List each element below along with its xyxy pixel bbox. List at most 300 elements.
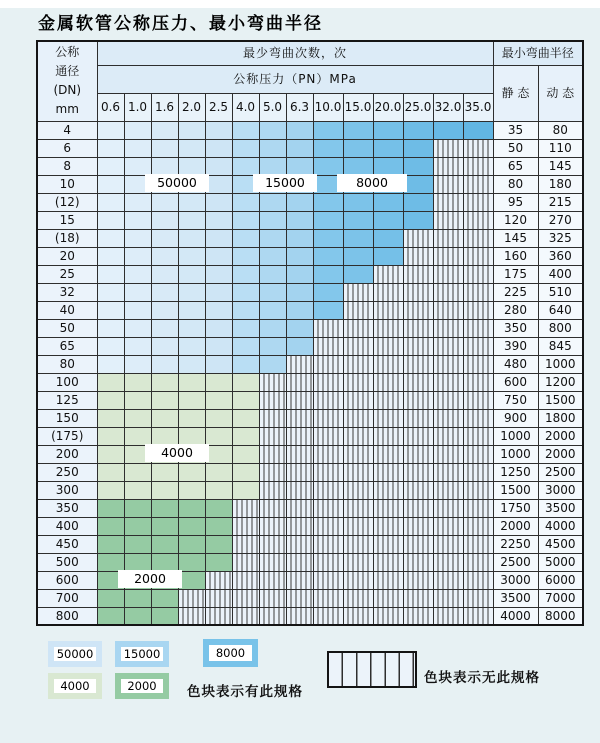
no-spec-cell xyxy=(343,301,373,319)
spec-available-cell xyxy=(205,409,232,427)
spec-available-cell xyxy=(151,409,178,427)
no-spec-cell xyxy=(232,535,259,553)
dynamic-radius-cell: 1800 xyxy=(538,409,583,427)
static-radius-cell: 80 xyxy=(493,175,538,193)
spec-available-cell xyxy=(205,157,232,175)
spec-available-cell xyxy=(124,283,151,301)
spec-available-cell xyxy=(178,139,205,157)
spec-available-cell xyxy=(124,265,151,283)
no-spec-cell xyxy=(259,427,286,445)
no-spec-cell xyxy=(373,391,403,409)
spec-available-cell xyxy=(178,499,205,517)
spec-available-cell xyxy=(343,247,373,265)
spec-available-cell xyxy=(151,301,178,319)
pn-value-4.0: 4.0 xyxy=(232,93,259,121)
legend-label-50000: 50000 xyxy=(56,647,94,661)
spec-available-cell xyxy=(343,229,373,247)
no-spec-cell xyxy=(313,481,343,499)
legend-swatch-4000 xyxy=(48,673,102,699)
dynamic-radius-cell: 5000 xyxy=(538,553,583,571)
spec-available-cell xyxy=(259,247,286,265)
pressure-bend-radius-table xyxy=(36,40,584,626)
no-spec-cell xyxy=(313,535,343,553)
no-spec-cell xyxy=(343,535,373,553)
spec-available-cell xyxy=(151,193,178,211)
no-spec-cell xyxy=(373,283,403,301)
no-spec-cell xyxy=(463,157,493,175)
spec-available-cell xyxy=(178,391,205,409)
spec-available-cell xyxy=(232,463,259,481)
spec-available-cell xyxy=(205,535,232,553)
no-spec-cell xyxy=(232,517,259,535)
no-spec-cell xyxy=(433,175,463,193)
spec-available-cell xyxy=(286,229,313,247)
spec-available-cell xyxy=(232,373,259,391)
spec-available-cell xyxy=(124,337,151,355)
no-spec-cell xyxy=(343,409,373,427)
spec-available-cell xyxy=(178,463,205,481)
dn-cell: 200 xyxy=(37,445,97,463)
no-spec-cell xyxy=(343,463,373,481)
no-spec-cell xyxy=(373,373,403,391)
legend-note-has-spec: 色块表示有此规格 xyxy=(187,684,303,700)
no-spec-cell xyxy=(433,517,463,535)
spec-available-cell xyxy=(124,517,151,535)
spec-available-cell xyxy=(205,427,232,445)
no-spec-cell xyxy=(373,589,403,607)
no-spec-cell xyxy=(463,193,493,211)
spec-available-cell xyxy=(97,283,124,301)
spec-available-cell xyxy=(205,553,232,571)
table-row-dn-350 xyxy=(37,499,583,517)
no-spec-cell xyxy=(313,499,343,517)
spec-available-cell xyxy=(151,247,178,265)
spec-available-cell xyxy=(97,175,124,193)
no-spec-cell xyxy=(433,301,463,319)
static-radius-cell: 750 xyxy=(493,391,538,409)
no-spec-cell xyxy=(286,535,313,553)
spec-table-container xyxy=(36,40,584,626)
spec-available-cell xyxy=(205,373,232,391)
no-spec-cell xyxy=(343,517,373,535)
spec-available-cell xyxy=(151,427,178,445)
no-spec-cell xyxy=(433,607,463,625)
spec-available-cell xyxy=(403,175,433,193)
spec-available-cell xyxy=(205,121,232,139)
no-spec-cell xyxy=(259,571,286,589)
no-spec-cell xyxy=(403,517,433,535)
cycle-count-label-2000: 2000 xyxy=(118,570,182,588)
spec-available-cell xyxy=(151,229,178,247)
table-row-dn-4 xyxy=(37,121,583,139)
no-spec-cell xyxy=(286,589,313,607)
spec-available-cell xyxy=(463,121,493,139)
no-spec-cell xyxy=(463,517,493,535)
dynamic-radius-cell: 1000 xyxy=(538,355,583,373)
spec-available-cell xyxy=(313,157,343,175)
dn-cell: 50 xyxy=(37,319,97,337)
no-spec-cell xyxy=(313,571,343,589)
no-spec-cell xyxy=(373,571,403,589)
no-spec-cell xyxy=(373,265,403,283)
spec-available-cell xyxy=(124,499,151,517)
spec-available-cell xyxy=(178,373,205,391)
spec-available-cell xyxy=(205,247,232,265)
spec-available-cell xyxy=(205,229,232,247)
spec-available-cell xyxy=(97,427,124,445)
no-spec-cell xyxy=(463,571,493,589)
spec-available-cell xyxy=(97,211,124,229)
dynamic-radius-cell: 3000 xyxy=(538,481,583,499)
spec-available-cell xyxy=(178,229,205,247)
no-spec-cell xyxy=(463,229,493,247)
no-spec-cell xyxy=(463,301,493,319)
legend-swatch-2000 xyxy=(115,673,169,699)
no-spec-cell xyxy=(313,355,343,373)
spec-available-cell xyxy=(124,589,151,607)
spec-available-cell xyxy=(124,607,151,625)
no-spec-cell xyxy=(373,319,403,337)
spec-available-cell xyxy=(232,337,259,355)
spec-available-cell xyxy=(97,481,124,499)
no-spec-cell xyxy=(433,139,463,157)
spec-available-cell xyxy=(259,283,286,301)
spec-available-cell xyxy=(373,229,403,247)
static-radius-cell: 3500 xyxy=(493,589,538,607)
no-spec-cell xyxy=(286,463,313,481)
no-spec-cell xyxy=(343,499,373,517)
dn-cell: 65 xyxy=(37,337,97,355)
spec-available-cell xyxy=(124,121,151,139)
no-spec-cell xyxy=(373,607,403,625)
no-spec-cell xyxy=(433,391,463,409)
dynamic-radius-cell: 110 xyxy=(538,139,583,157)
spec-available-cell xyxy=(151,319,178,337)
no-spec-cell xyxy=(463,391,493,409)
spec-available-cell xyxy=(97,139,124,157)
spec-available-cell xyxy=(373,247,403,265)
dynamic-radius-cell: 180 xyxy=(538,175,583,193)
no-spec-cell xyxy=(403,265,433,283)
no-spec-cell xyxy=(433,337,463,355)
no-spec-cell xyxy=(259,373,286,391)
spec-available-cell xyxy=(97,445,124,463)
spec-available-cell xyxy=(151,265,178,283)
table-row-dn-50 xyxy=(37,319,583,337)
static-radius-cell: 1500 xyxy=(493,481,538,499)
spec-available-cell xyxy=(286,121,313,139)
spec-available-cell xyxy=(97,391,124,409)
spec-available-cell xyxy=(151,211,178,229)
no-spec-cell xyxy=(433,535,463,553)
spec-available-cell xyxy=(343,193,373,211)
spec-available-cell xyxy=(205,355,232,373)
table-row-dn-800 xyxy=(37,607,583,625)
spec-available-cell xyxy=(403,193,433,211)
no-spec-cell xyxy=(463,589,493,607)
spec-available-cell xyxy=(205,283,232,301)
spec-available-cell xyxy=(259,265,286,283)
no-spec-cell xyxy=(286,427,313,445)
legend-note-no-spec: 色块表示无此规格 xyxy=(424,670,540,686)
dynamic-radius-cell: 270 xyxy=(538,211,583,229)
no-spec-cell xyxy=(343,391,373,409)
static-radius-cell: 3000 xyxy=(493,571,538,589)
dn-cell: 100 xyxy=(37,373,97,391)
static-radius-cell: 50 xyxy=(493,139,538,157)
spec-available-cell xyxy=(97,355,124,373)
spec-available-cell xyxy=(151,121,178,139)
spec-available-cell xyxy=(97,499,124,517)
no-spec-cell xyxy=(373,535,403,553)
no-spec-cell xyxy=(403,247,433,265)
no-spec-cell xyxy=(463,283,493,301)
static-radius-cell: 2000 xyxy=(493,517,538,535)
spec-available-cell xyxy=(151,283,178,301)
spec-available-cell xyxy=(232,157,259,175)
spec-available-cell xyxy=(178,193,205,211)
spec-available-cell xyxy=(433,121,463,139)
spec-available-cell xyxy=(124,139,151,157)
dn-cell: 600 xyxy=(37,571,97,589)
dynamic-radius-cell: 1200 xyxy=(538,373,583,391)
spec-available-cell xyxy=(97,193,124,211)
no-spec-cell xyxy=(259,553,286,571)
static-radius-cell: 225 xyxy=(493,283,538,301)
static-radius-cell: 1750 xyxy=(493,499,538,517)
spec-available-cell xyxy=(124,535,151,553)
spec-available-cell xyxy=(205,463,232,481)
spec-available-cell xyxy=(343,139,373,157)
no-spec-cell xyxy=(433,445,463,463)
no-spec-cell xyxy=(313,319,343,337)
pn-value-2.0: 2.0 xyxy=(178,93,205,121)
spec-available-cell xyxy=(373,139,403,157)
dynamic-radius-cell: 80 xyxy=(538,121,583,139)
spec-available-cell xyxy=(343,121,373,139)
static-radius-cell: 145 xyxy=(493,229,538,247)
spec-available-cell xyxy=(259,193,286,211)
static-column-header: 静 态 xyxy=(493,65,538,121)
spec-available-cell xyxy=(178,571,205,589)
page-title: 金属软管公称压力、最小弯曲半径 xyxy=(38,14,323,34)
no-spec-cell xyxy=(463,535,493,553)
spec-available-cell xyxy=(178,481,205,499)
spec-available-cell xyxy=(205,265,232,283)
no-spec-cell xyxy=(313,373,343,391)
spec-available-cell xyxy=(124,391,151,409)
spec-available-cell xyxy=(232,427,259,445)
table-row-dn-200 xyxy=(37,445,583,463)
spec-available-cell xyxy=(151,463,178,481)
spec-available-cell xyxy=(259,157,286,175)
table-row-dn-300 xyxy=(37,481,583,499)
dn-cell: 4 xyxy=(37,121,97,139)
dynamic-radius-cell: 8000 xyxy=(538,607,583,625)
dynamic-column-header: 动 态 xyxy=(538,65,583,121)
dn-cell: 350 xyxy=(37,499,97,517)
dn-cell: 8 xyxy=(37,157,97,175)
spec-available-cell xyxy=(178,283,205,301)
no-spec-cell xyxy=(433,193,463,211)
no-spec-cell xyxy=(373,481,403,499)
no-spec-cell xyxy=(373,301,403,319)
spec-available-cell xyxy=(373,211,403,229)
static-radius-cell: 600 xyxy=(493,373,538,391)
no-spec-cell xyxy=(313,517,343,535)
dynamic-radius-cell: 3500 xyxy=(538,499,583,517)
page-top-margin xyxy=(0,0,600,8)
spec-available-cell xyxy=(151,337,178,355)
spec-available-cell xyxy=(97,373,124,391)
table-row-dn-8 xyxy=(37,157,583,175)
dn-cell: (175) xyxy=(37,427,97,445)
spec-available-cell xyxy=(178,319,205,337)
spec-available-cell xyxy=(232,229,259,247)
dn-cell: 700 xyxy=(37,589,97,607)
spec-available-cell xyxy=(205,319,232,337)
no-spec-cell xyxy=(403,481,433,499)
pn-value-6.3: 6.3 xyxy=(286,93,313,121)
corner-header-dn xyxy=(37,41,97,121)
no-spec-cell xyxy=(313,337,343,355)
no-spec-cell xyxy=(463,265,493,283)
no-spec-cell xyxy=(403,283,433,301)
legend-hatch-swatch xyxy=(327,651,417,688)
spec-available-cell xyxy=(124,301,151,319)
pn-value-1.6: 1.6 xyxy=(151,93,178,121)
table-row-dn-40 xyxy=(37,301,583,319)
no-spec-cell xyxy=(178,589,205,607)
spec-available-cell xyxy=(151,157,178,175)
spec-available-cell xyxy=(373,121,403,139)
no-spec-cell xyxy=(433,211,463,229)
spec-available-cell xyxy=(178,517,205,535)
spec-available-cell xyxy=(232,301,259,319)
spec-available-cell xyxy=(286,157,313,175)
legend-label-4000: 4000 xyxy=(60,679,90,693)
spec-available-cell xyxy=(97,319,124,337)
spec-available-cell xyxy=(343,265,373,283)
static-radius-cell: 1000 xyxy=(493,427,538,445)
legend-label-2000: 2000 xyxy=(127,679,157,693)
spec-available-cell xyxy=(205,337,232,355)
spec-available-cell xyxy=(97,535,124,553)
spec-available-cell xyxy=(313,229,343,247)
no-spec-cell xyxy=(343,445,373,463)
no-spec-cell xyxy=(463,607,493,625)
no-spec-cell xyxy=(205,589,232,607)
dynamic-radius-cell: 4500 xyxy=(538,535,583,553)
spec-available-cell xyxy=(259,121,286,139)
no-spec-cell xyxy=(403,571,433,589)
corner-line-4: mm xyxy=(55,102,79,117)
spec-available-cell xyxy=(286,301,313,319)
no-spec-cell xyxy=(463,211,493,229)
dynamic-radius-cell: 6000 xyxy=(538,571,583,589)
no-spec-cell xyxy=(433,283,463,301)
no-spec-cell xyxy=(403,427,433,445)
no-spec-cell xyxy=(463,553,493,571)
spec-available-cell xyxy=(151,355,178,373)
no-spec-cell xyxy=(433,229,463,247)
table-row-dn-700 xyxy=(37,589,583,607)
cycle-count-label-50000: 50000 xyxy=(145,174,209,192)
static-radius-cell: 280 xyxy=(493,301,538,319)
spec-available-cell xyxy=(373,193,403,211)
table-row-dn-500 xyxy=(37,553,583,571)
spec-available-cell xyxy=(259,301,286,319)
static-radius-cell: 2500 xyxy=(493,553,538,571)
spec-available-cell xyxy=(205,499,232,517)
spec-available-cell xyxy=(97,517,124,535)
spec-available-cell xyxy=(97,337,124,355)
dynamic-radius-cell: 1500 xyxy=(538,391,583,409)
no-spec-cell xyxy=(433,265,463,283)
no-spec-cell xyxy=(433,463,463,481)
spec-available-cell xyxy=(97,157,124,175)
no-spec-cell xyxy=(433,373,463,391)
static-radius-cell: 350 xyxy=(493,319,538,337)
spec-available-cell xyxy=(313,283,343,301)
no-spec-cell xyxy=(373,553,403,571)
dn-cell: (18) xyxy=(37,229,97,247)
table-row-dn-25 xyxy=(37,265,583,283)
spec-available-cell xyxy=(373,157,403,175)
cycle-count-label-4000: 4000 xyxy=(145,444,209,462)
spec-available-cell xyxy=(97,247,124,265)
spec-available-cell xyxy=(178,301,205,319)
legend-swatch-8000 xyxy=(203,639,258,667)
no-spec-cell xyxy=(403,463,433,481)
spec-available-cell xyxy=(232,391,259,409)
spec-available-cell xyxy=(232,247,259,265)
spec-available-cell xyxy=(124,553,151,571)
no-spec-cell xyxy=(259,391,286,409)
spec-available-cell xyxy=(232,121,259,139)
pn-value-32.0: 32.0 xyxy=(433,93,463,121)
spec-available-cell xyxy=(232,265,259,283)
static-radius-cell: 65 xyxy=(493,157,538,175)
dn-cell: 150 xyxy=(37,409,97,427)
table-row-dn-65 xyxy=(37,337,583,355)
spec-available-cell xyxy=(97,265,124,283)
no-spec-cell xyxy=(343,319,373,337)
spec-available-cell xyxy=(124,409,151,427)
no-spec-cell xyxy=(286,481,313,499)
no-spec-cell xyxy=(259,463,286,481)
dynamic-radius-cell: 400 xyxy=(538,265,583,283)
no-spec-cell xyxy=(343,607,373,625)
spec-available-cell xyxy=(286,139,313,157)
no-spec-cell xyxy=(205,607,232,625)
spec-available-cell xyxy=(232,445,259,463)
no-spec-cell xyxy=(403,301,433,319)
spec-available-cell xyxy=(97,607,124,625)
spec-available-cell xyxy=(178,355,205,373)
no-spec-cell xyxy=(433,553,463,571)
spec-available-cell xyxy=(313,139,343,157)
spec-available-cell xyxy=(259,337,286,355)
spec-available-cell xyxy=(124,481,151,499)
static-radius-cell: 35 xyxy=(493,121,538,139)
no-spec-cell xyxy=(232,607,259,625)
no-spec-cell xyxy=(286,373,313,391)
dn-cell: 15 xyxy=(37,211,97,229)
spec-available-cell xyxy=(232,319,259,337)
pn-value-35.0: 35.0 xyxy=(463,93,493,121)
table-row-dn-32 xyxy=(37,283,583,301)
